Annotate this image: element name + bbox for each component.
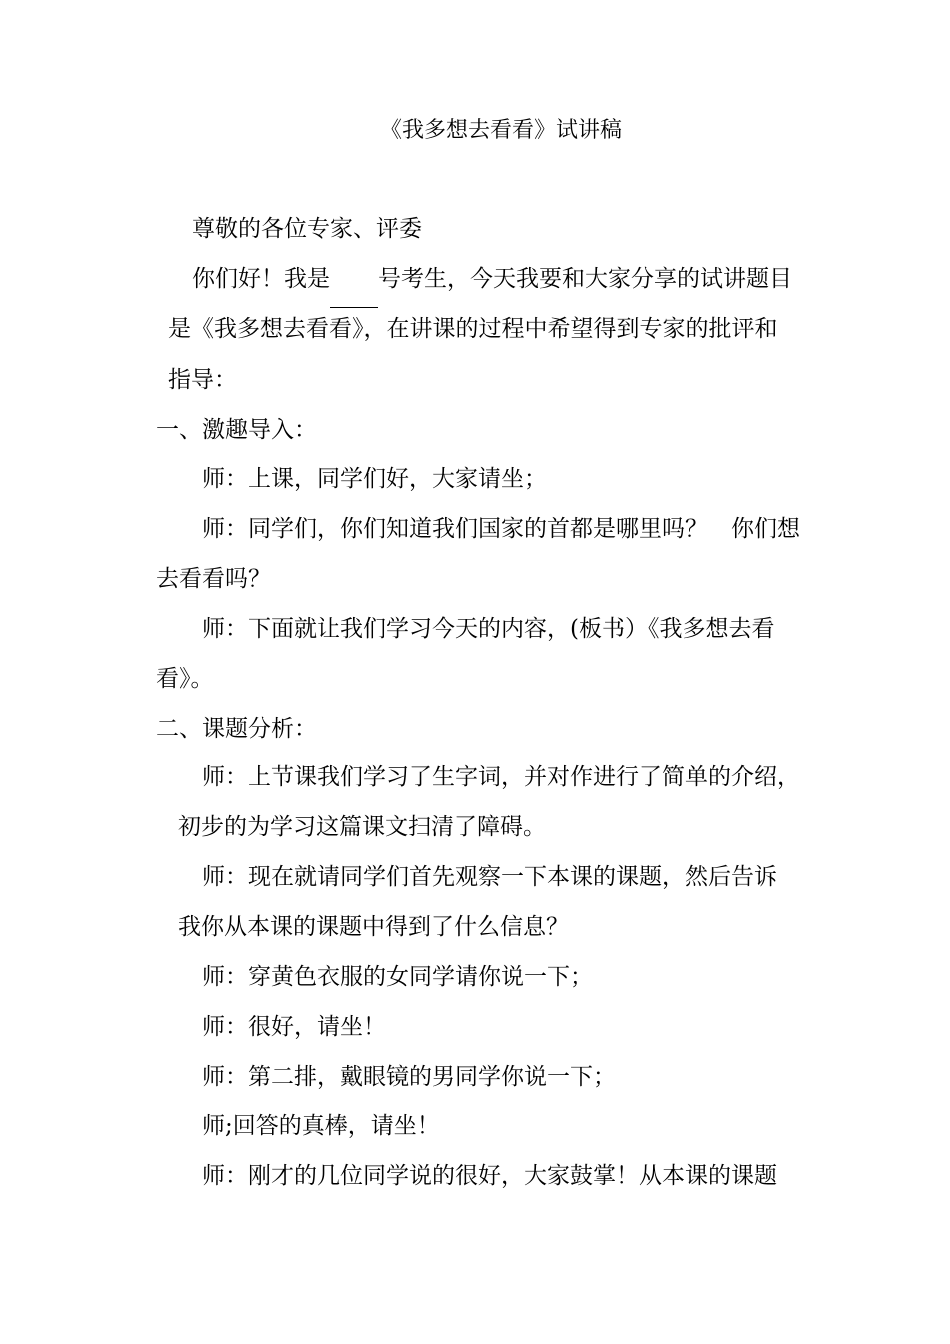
intro-text-a: 你们好！我是 xyxy=(192,266,330,292)
paragraph-line: 师：现在就请同学们首先观察一下本课的课题，然后告诉 xyxy=(202,864,777,890)
intro-text-b: 号考生，今天我要和大家分享的试讲题目 xyxy=(378,266,792,292)
paragraph-line: 我你从本课的课题中得到了什么信息？ xyxy=(178,914,569,940)
intro-line-1 xyxy=(192,264,792,294)
paragraph-line: 师：刚才的几位同学说的很好，大家鼓掌！从本课的课题 xyxy=(202,1163,777,1189)
paragraph-line: 师：上课，同学们好，大家请坐； xyxy=(202,466,547,492)
candidate-number-blank xyxy=(330,279,378,308)
paragraph-line: 看》。 xyxy=(156,666,214,692)
paragraph-line: 师：很好，请坐！ xyxy=(202,1014,386,1040)
greeting: 尊敬的各位专家、评委 xyxy=(192,216,422,242)
paragraph-line: 师：穿黄色衣服的女同学请你说一下； xyxy=(202,964,593,990)
paragraph-line: 师;回答的真棒，请坐！ xyxy=(202,1113,440,1139)
paragraph-line: 去看看吗？ xyxy=(156,566,271,592)
paragraph-line: 初步的为学习这篇课文扫清了障碍。 xyxy=(178,814,546,840)
page-title: 《我多想去看看》试讲稿 xyxy=(380,118,623,143)
paragraph-line: 师：上节课我们学习了生字词，并对作进行了简单的介绍， xyxy=(202,764,800,790)
paragraph-line: 师：第二排，戴眼镜的男同学你说一下； xyxy=(202,1064,616,1090)
paragraph-line: 师：下面就让我们学习今天的内容，(板书）《我多想去看 xyxy=(202,616,775,642)
section-heading-2: 二、课题分析： xyxy=(156,716,317,742)
intro-line-2: 是《我多想去看看》，在讲课的过程中希望得到专家的批评和 xyxy=(168,316,778,342)
section-heading-1: 一、激趣导入： xyxy=(156,417,317,443)
intro-line-3: 指导： xyxy=(168,367,237,393)
paragraph-line: 师：同学们，你们知道我们国家的首都是哪里吗？ 你们想 xyxy=(202,516,800,542)
